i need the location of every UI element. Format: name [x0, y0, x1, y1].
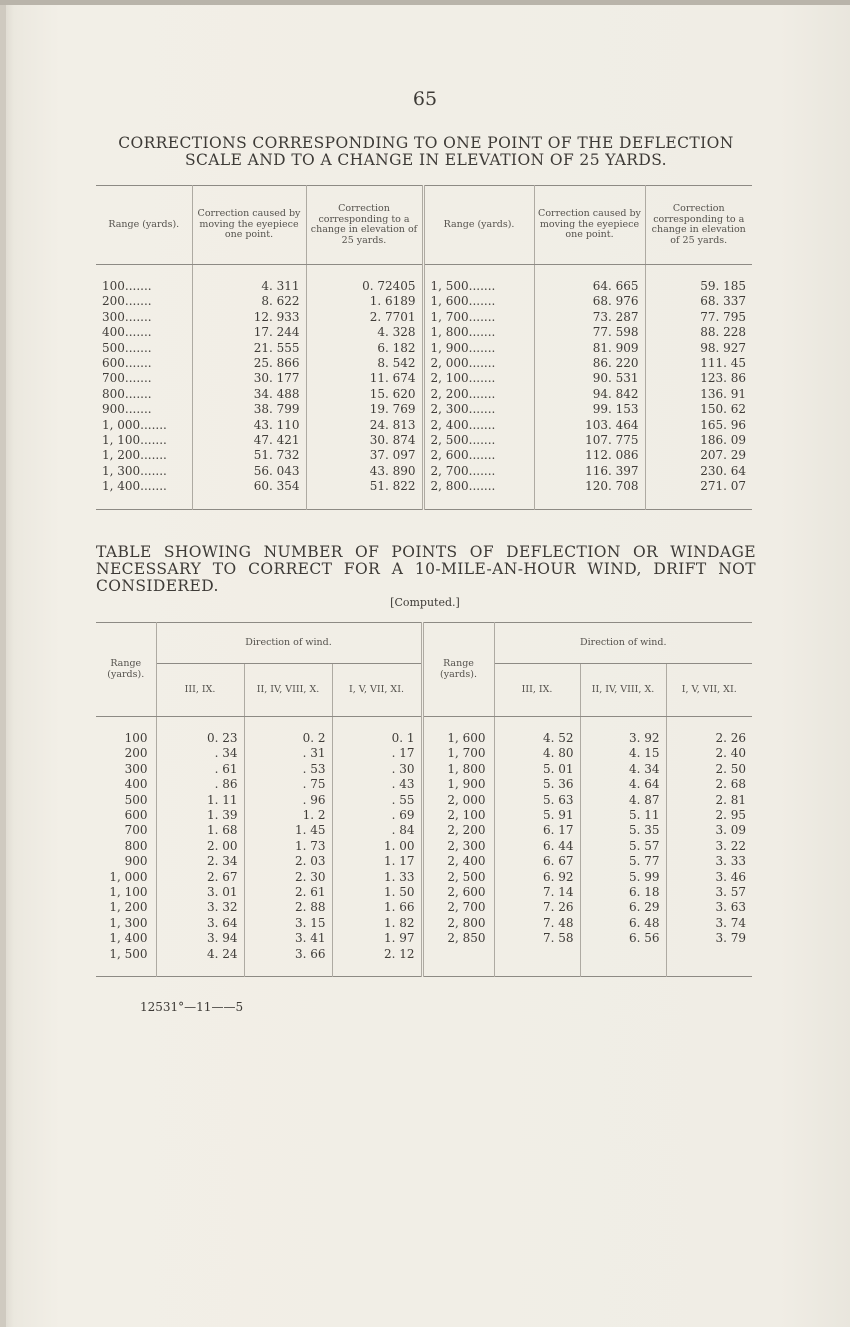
elevation-correction-cell: 68. 337 [700, 294, 746, 309]
windage-cell: 6. 92 [494, 870, 580, 885]
windage-cell: . 86 [156, 777, 244, 792]
header-col-a-right: III, IX. [494, 664, 580, 717]
elevation-correction-cell: 24. 813 [306, 418, 423, 433]
range-cell: 100....... [96, 265, 192, 295]
range-cell: 2, 200....... [423, 387, 534, 402]
range-cell: 1, 500 [96, 947, 156, 977]
table2-title: TABLE SHOWING NUMBER OF POINTS OF DEFLECTION OR WINDAGE NECESSARY TO CORRECT FOR A 10-MILE-AN-HOUR WIND, DRIFT NOT CONSIDERED. [96, 543, 756, 595]
windage-cell: 2. 95 [715, 808, 746, 823]
range-cell: 500....... [96, 341, 192, 356]
windage-cell: 2. 30 [244, 870, 332, 885]
table2-subtitle: [Computed.] [390, 596, 460, 609]
windage-cell: 2. 81 [715, 792, 746, 807]
point-correction-cell: 12. 933 [192, 310, 306, 325]
windage-cell: 2. 34 [156, 854, 244, 869]
windage-table [96, 622, 752, 977]
range-cell: 2, 700 [422, 900, 494, 915]
windage-cell: 1. 17 [332, 854, 422, 869]
windage-cell: . 43 [332, 777, 422, 792]
point-correction-cell: 112. 086 [534, 448, 645, 463]
windage-cell: 3. 92 [580, 717, 666, 747]
header-range-left: Range (yards). [96, 186, 192, 265]
table-row [96, 885, 752, 900]
windage-cell: 1. 73 [244, 839, 332, 854]
table-row [96, 464, 752, 479]
range-cell: 100 [96, 717, 156, 747]
table-row [96, 387, 752, 402]
elevation-correction-cell: 88. 228 [700, 325, 746, 340]
point-correction-cell: 90. 531 [534, 371, 645, 386]
table-row [96, 746, 752, 761]
windage-cell: 0. 23 [156, 717, 244, 747]
range-cell: 2, 850 [422, 931, 494, 946]
table-row [96, 916, 752, 931]
range-cell: 1, 800 [422, 762, 494, 777]
windage-cell: 1. 11 [156, 793, 244, 808]
elevation-correction-cell: 11. 674 [306, 371, 423, 386]
windage-cell: . 84 [332, 823, 422, 838]
windage-cell: 2. 03 [244, 854, 332, 869]
point-correction-cell: 107. 775 [534, 433, 645, 448]
range-cell: 1, 700 [422, 746, 494, 761]
table-row [96, 418, 752, 433]
table-row [96, 839, 752, 854]
windage-cell: 5. 36 [494, 777, 580, 792]
point-correction-cell: 21. 555 [192, 341, 306, 356]
windage-cell: 1. 45 [244, 823, 332, 838]
table-row [96, 823, 752, 838]
table-row [96, 448, 752, 463]
point-correction-cell: 73. 287 [534, 310, 645, 325]
range-cell: 300....... [96, 310, 192, 325]
table-row [96, 808, 752, 823]
windage-cell: 2. 50 [715, 761, 746, 776]
windage-cell [494, 947, 580, 977]
point-correction-cell: 4. 311 [192, 265, 306, 295]
table-row [96, 762, 752, 777]
table1-title: CORRECTIONS CORRESPONDING TO ONE POINT OF THE DEFLECTION SCALE AND TO A CHANGE IN ELEVATION OF 25 YARDS. [118, 134, 734, 169]
range-cell: 2, 300 [422, 839, 494, 854]
elevation-correction-cell: 6. 182 [306, 341, 423, 356]
windage-table-body [96, 717, 752, 977]
header-range-right: Range (yards). [422, 623, 494, 717]
table-row [96, 854, 752, 869]
range-cell: 2, 300....... [423, 402, 534, 417]
point-correction-cell: 81. 909 [534, 341, 645, 356]
windage-cell: 2. 12 [332, 947, 422, 977]
table-row [96, 793, 752, 808]
point-correction-cell: 86. 220 [534, 356, 645, 371]
page-number: 65 [412, 88, 438, 110]
elevation-correction-cell: 15. 620 [306, 387, 423, 402]
windage-cell: 2. 88 [244, 900, 332, 915]
range-cell: 1, 000 [96, 870, 156, 885]
windage-cell: 5. 77 [580, 854, 666, 869]
header-range-left: Range (yards). [96, 623, 156, 717]
range-cell [422, 947, 494, 977]
range-cell: 2, 500 [422, 870, 494, 885]
header-direction-left: Direction of wind. [156, 623, 422, 664]
header-direction-right: Direction of wind. [494, 623, 752, 664]
range-cell: 2, 400 [422, 854, 494, 869]
point-correction-cell: 77. 598 [534, 325, 645, 340]
elevation-correction-cell: 1. 6189 [306, 294, 423, 309]
windage-cell: . 69 [332, 808, 422, 823]
point-correction-cell: 116. 397 [534, 464, 645, 479]
range-cell: 1, 600....... [423, 294, 534, 309]
windage-cell: 6. 48 [580, 916, 666, 931]
header-col-c-right: I, V, VII, XI. [666, 664, 752, 717]
windage-cell: 3. 64 [156, 916, 244, 931]
windage-cell: 5. 57 [580, 839, 666, 854]
table-row [96, 341, 752, 356]
range-cell: 1, 400 [96, 931, 156, 946]
header-range-right: Range (yards). [423, 186, 534, 265]
table-row [96, 777, 752, 792]
range-cell: 2, 700....... [423, 464, 534, 479]
windage-cell: 3. 46 [715, 869, 746, 884]
elevation-correction-cell: 136. 91 [700, 386, 746, 401]
windage-cell: 1. 50 [332, 885, 422, 900]
range-cell: 2, 400....... [423, 418, 534, 433]
windage-cell: 3. 57 [715, 885, 746, 900]
windage-cell: 6. 44 [494, 839, 580, 854]
elevation-correction-cell: 165. 96 [700, 417, 746, 432]
windage-cell: . 31 [244, 746, 332, 761]
elevation-correction-cell: 98. 927 [700, 340, 746, 355]
table-row [96, 947, 752, 977]
header-col-c-left: I, V, VII, XI. [332, 664, 422, 717]
elevation-correction-cell: 123. 86 [700, 371, 746, 386]
windage-cell: 2. 40 [715, 746, 746, 761]
windage-cell: 3. 01 [156, 885, 244, 900]
elevation-correction-cell: 4. 328 [306, 325, 423, 340]
windage-cell: 4. 87 [580, 793, 666, 808]
windage-cell: 2. 00 [156, 839, 244, 854]
range-cell: 200....... [96, 294, 192, 309]
range-cell: 2, 800 [422, 916, 494, 931]
windage-cell: 0. 1 [332, 717, 422, 747]
point-correction-cell: 25. 866 [192, 356, 306, 371]
range-cell: 2, 200 [422, 823, 494, 838]
table-row [96, 479, 752, 509]
windage-cell: 7. 14 [494, 885, 580, 900]
windage-cell: . 96 [244, 793, 332, 808]
windage-cell: 1. 2 [244, 808, 332, 823]
elevation-correction-cell: 186. 09 [700, 433, 746, 448]
point-correction-cell: 103. 464 [534, 418, 645, 433]
windage-cell: . 17 [332, 746, 422, 761]
table-row [96, 294, 752, 309]
range-cell: 1, 700....... [423, 310, 534, 325]
point-correction-cell: 94. 842 [534, 387, 645, 402]
range-cell: 2, 600 [422, 885, 494, 900]
windage-cell: 1. 68 [156, 823, 244, 838]
table-row [96, 870, 752, 885]
windage-cell: . 30 [332, 762, 422, 777]
elevation-correction-cell: 43. 890 [306, 464, 423, 479]
elevation-correction-cell: 271. 07 [700, 479, 746, 494]
range-cell: 500 [96, 793, 156, 808]
range-cell: 1, 100....... [96, 433, 192, 448]
windage-cell: 3. 63 [715, 900, 746, 915]
windage-cell: 2. 68 [715, 777, 746, 792]
windage-cell: 2. 26 [715, 731, 746, 745]
header-correction-elevation-right: Correction corresponding to a change in elevation of 25 yards. [645, 186, 752, 265]
windage-cell: 4. 52 [494, 717, 580, 747]
range-cell: 800....... [96, 387, 192, 402]
point-correction-cell: 51. 732 [192, 448, 306, 463]
windage-cell: 4. 34 [580, 762, 666, 777]
header-col-b-left: II, IV, VIII, X. [244, 664, 332, 717]
range-cell: 1, 300....... [96, 464, 192, 479]
elevation-correction-cell: 207. 29 [700, 448, 746, 463]
point-correction-cell: 43. 110 [192, 418, 306, 433]
elevation-correction-cell: 0. 72405 [306, 265, 423, 295]
windage-cell: 3. 79 [715, 931, 746, 946]
windage-cell: . 53 [244, 762, 332, 777]
windage-cell: 7. 48 [494, 916, 580, 931]
range-cell: 2, 500....... [423, 433, 534, 448]
table-row [96, 325, 752, 340]
range-cell: 1, 100 [96, 885, 156, 900]
windage-cell: 1. 00 [332, 839, 422, 854]
windage-cell: . 55 [332, 793, 422, 808]
windage-cell: 1. 39 [156, 808, 244, 823]
elevation-correction-cell: 77. 795 [700, 309, 746, 324]
range-cell: 2, 000 [422, 793, 494, 808]
range-cell: 800 [96, 839, 156, 854]
binding-edge [0, 0, 6, 1327]
windage-cell: 6. 67 [494, 854, 580, 869]
range-cell: 700 [96, 823, 156, 838]
elevation-correction-cell: 37. 097 [306, 448, 423, 463]
point-correction-cell: 17. 244 [192, 325, 306, 340]
windage-cell: . 34 [156, 746, 244, 761]
windage-cell: 7. 58 [494, 931, 580, 946]
range-cell: 1, 600 [422, 717, 494, 747]
point-correction-cell: 64. 665 [534, 265, 645, 295]
table-row [96, 265, 752, 295]
windage-cell: 6. 17 [494, 823, 580, 838]
windage-cell: 3. 66 [244, 947, 332, 977]
page-top-edge [0, 0, 850, 5]
header-correction-point-left: Correction caused by moving the eyepiece one point. [192, 186, 306, 265]
range-cell: 1, 200 [96, 900, 156, 915]
header-correction-point-right: Correction caused by moving the eyepiece one point. [534, 186, 645, 265]
point-correction-cell: 8. 622 [192, 294, 306, 309]
windage-cell: 3. 41 [244, 931, 332, 946]
range-cell: 1, 000....... [96, 418, 192, 433]
windage-cell: 5. 01 [494, 762, 580, 777]
point-correction-cell: 99. 153 [534, 402, 645, 417]
elevation-correction-cell: 51. 822 [306, 479, 423, 509]
range-cell: 400 [96, 777, 156, 792]
range-cell: 300 [96, 762, 156, 777]
table-row [96, 371, 752, 386]
range-cell: 2, 800....... [423, 479, 534, 509]
windage-cell: 3. 22 [715, 838, 746, 853]
windage-cell: 3. 74 [715, 915, 746, 930]
elevation-correction-cell: 59. 185 [700, 279, 746, 293]
range-cell: 2, 600....... [423, 448, 534, 463]
windage-cell [580, 947, 666, 977]
windage-cell: 1. 82 [332, 916, 422, 931]
windage-cell [666, 947, 752, 977]
windage-cell: 1. 66 [332, 900, 422, 915]
point-correction-cell: 56. 043 [192, 464, 306, 479]
point-correction-cell: 68. 976 [534, 294, 645, 309]
corrections-table-body [96, 265, 752, 510]
windage-cell: 5. 35 [580, 823, 666, 838]
windage-cell: 6. 56 [580, 931, 666, 946]
point-correction-cell: 38. 799 [192, 402, 306, 417]
table-row [96, 433, 752, 448]
range-cell: 200 [96, 746, 156, 761]
range-cell: 1, 300 [96, 916, 156, 931]
corrections-table [96, 185, 752, 510]
windage-cell: 5. 11 [580, 808, 666, 823]
elevation-correction-cell: 150. 62 [700, 402, 746, 417]
point-correction-cell: 30. 177 [192, 371, 306, 386]
table-row [96, 900, 752, 915]
table-row [96, 356, 752, 371]
range-cell: 400....... [96, 325, 192, 340]
footer-signature: 12531°—11——5 [140, 1000, 244, 1014]
range-cell: 900 [96, 854, 156, 869]
windage-cell: 2. 67 [156, 870, 244, 885]
point-correction-cell: 47. 421 [192, 433, 306, 448]
windage-cell: . 75 [244, 777, 332, 792]
header-col-a-left: III, IX. [156, 664, 244, 717]
range-cell: 700....... [96, 371, 192, 386]
windage-cell: 5. 99 [580, 870, 666, 885]
windage-cell: 3. 15 [244, 916, 332, 931]
range-cell: 600....... [96, 356, 192, 371]
range-cell: 2, 100 [422, 808, 494, 823]
header-col-b-right: II, IV, VIII, X. [580, 664, 666, 717]
table-row [96, 931, 752, 946]
range-cell: 1, 800....... [423, 325, 534, 340]
windage-cell: 5. 63 [494, 793, 580, 808]
windage-cell: 3. 94 [156, 931, 244, 946]
windage-cell: 6. 18 [580, 885, 666, 900]
windage-cell: 7. 26 [494, 900, 580, 915]
elevation-correction-cell: 8. 542 [306, 356, 423, 371]
point-correction-cell: 60. 354 [192, 479, 306, 509]
range-cell: 1, 200....... [96, 448, 192, 463]
range-cell: 900....... [96, 402, 192, 417]
elevation-correction-cell: 30. 874 [306, 433, 423, 448]
windage-cell: 2. 61 [244, 885, 332, 900]
windage-cell: 4. 64 [580, 777, 666, 792]
range-cell: 1, 900 [422, 777, 494, 792]
windage-cell: 4. 80 [494, 746, 580, 761]
windage-cell: 4. 24 [156, 947, 244, 977]
table-row [96, 402, 752, 417]
range-cell: 2, 100....... [423, 371, 534, 386]
range-cell: 1, 900....... [423, 341, 534, 356]
header-correction-elevation-left: Correction corresponding to a change in elevation of 25 yards. [306, 186, 423, 265]
range-cell: 2, 000....... [423, 356, 534, 371]
windage-cell: . 61 [156, 762, 244, 777]
windage-cell: 4. 15 [580, 746, 666, 761]
elevation-correction-cell: 230. 64 [700, 463, 746, 478]
range-cell: 600 [96, 808, 156, 823]
windage-cell: 3. 32 [156, 900, 244, 915]
windage-cell: 0. 2 [244, 717, 332, 747]
windage-cell: 1. 33 [332, 870, 422, 885]
windage-cell: 1. 97 [332, 931, 422, 946]
point-correction-cell: 34. 488 [192, 387, 306, 402]
table-row [96, 717, 752, 747]
table-row [96, 310, 752, 325]
windage-cell: 3. 09 [715, 823, 746, 838]
windage-cell: 5. 91 [494, 808, 580, 823]
point-correction-cell: 120. 708 [534, 479, 645, 509]
elevation-correction-cell: 19. 769 [306, 402, 423, 417]
range-cell: 1, 500....... [423, 265, 534, 295]
windage-cell: 3. 33 [715, 854, 746, 869]
range-cell: 1, 400....... [96, 479, 192, 509]
elevation-correction-cell: 2. 7701 [306, 310, 423, 325]
windage-cell: 6. 29 [580, 900, 666, 915]
elevation-correction-cell: 111. 45 [700, 356, 746, 371]
